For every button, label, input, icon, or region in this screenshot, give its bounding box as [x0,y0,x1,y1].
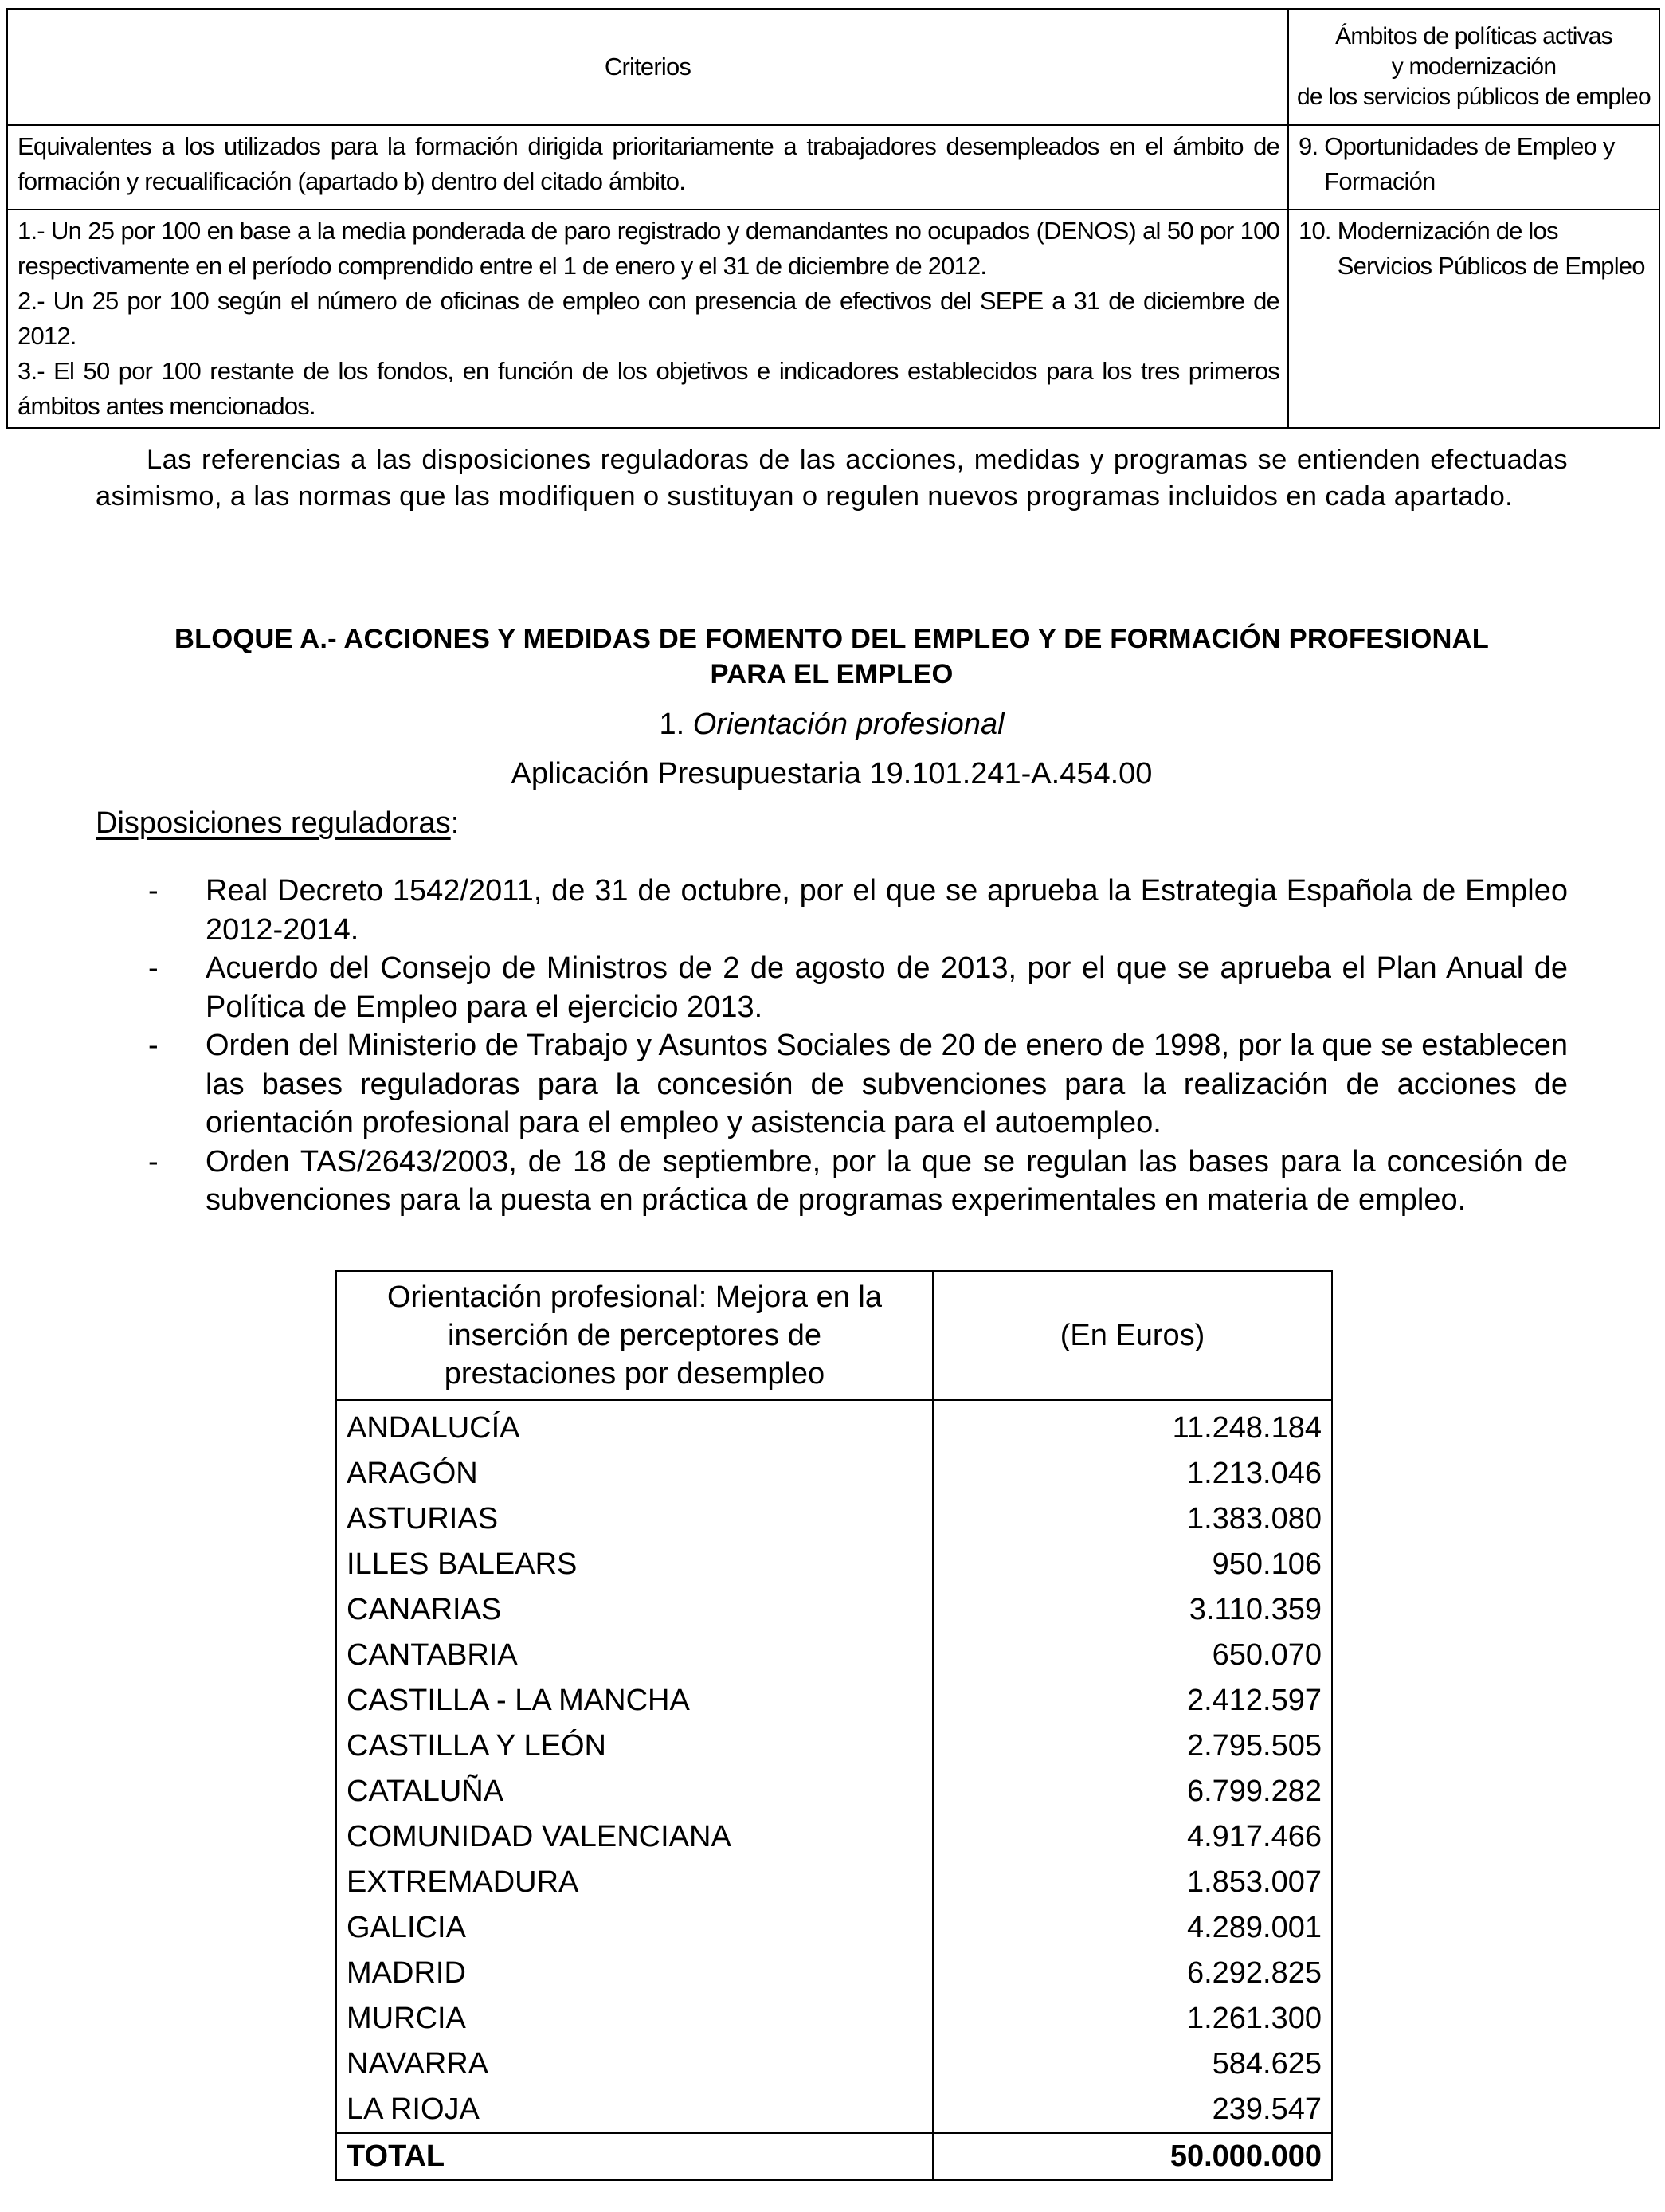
bloque-title [96,622,1568,692]
header-program-line: inserción de perceptores de [448,1319,821,1352]
aplicacion-presupuestaria: Aplicación Presupuestaria 19.101.241-A.454.00 [511,757,1153,790]
ambito-cell [1288,125,1659,210]
region-cell: ASTURIAS [336,1496,933,1542]
header-program [336,1271,933,1400]
region-cell: NAVARRA [336,2041,933,2087]
table-row [336,1633,1332,1678]
list-dash: - [148,951,159,985]
header-program-line: prestaciones por desempleo [444,1357,825,1390]
region-cell: ILLES BALEARS [336,1542,933,1587]
criteria-row [7,210,1659,428]
region-cell: ARAGÓN [336,1451,933,1496]
bloque-title-line: BLOQUE A.- ACCIONES Y MEDIDAS DE FOMENTO DEL EMPLEO Y DE FORMACIÓN PROFESIONAL [174,624,1490,654]
total-amount: 50.000.000 [933,2133,1332,2180]
list-dash: - [148,1029,159,1062]
header-unit: (En Euros) [933,1271,1332,1400]
amount-cell: 11.248.184 [933,1400,1332,1451]
amount-cell: 650.070 [933,1633,1332,1678]
region-cell: CATALUÑA [336,1769,933,1814]
criteria-text: Equivalentes a los utilizados para la formación dirigida prioritariamente a trabajadores desempleados en el ámbito de formación y recualificación (apartado b) dentro del citado ámbito. [18,132,1279,195]
list-dash: - [148,1144,159,1179]
region-cell: MADRID [336,1951,933,1996]
distribution-table-body [336,1400,1332,2180]
ambito-cell [1288,210,1659,428]
criteria-cell [7,125,1288,210]
amount-cell: 6.292.825 [933,1951,1332,1996]
amount-cell: 1.213.046 [933,1451,1332,1496]
ambitos-header-line: y modernización [1391,53,1557,80]
list-item [96,872,1568,949]
table-row [336,1814,1332,1860]
list-item [96,949,1568,1026]
table-row [336,1542,1332,1587]
table-row [336,1769,1332,1814]
list-item [96,1026,1568,1143]
list-item-text: Orden TAS/2643/2003, de 18 de septiembre, por la que se regulan las bases para la concesión de subvenciones para la puesta en práctica de programas experimentales en materia de empleo. [206,1144,1568,1217]
amount-cell: 4.289.001 [933,1905,1332,1951]
table-row [336,2087,1332,2133]
table-row [336,1860,1332,1905]
list-item-text: Acuerdo del Consejo de Ministros de 2 de agosto de 2013, por el que se aprueba el Plan Anual de Política de Empleo para el ejercicio 2013. [206,951,1568,1024]
amount-cell: 584.625 [933,2041,1332,2087]
disposiciones-list [96,872,1568,1220]
table-row [336,1678,1332,1724]
ambitos-header [1288,9,1659,125]
disposiciones-label: Disposiciones reguladoras [96,806,451,840]
region-cell: MURCIA [336,1996,933,2041]
disposiciones-colon: : [450,806,460,840]
total-label: TOTAL [336,2133,933,2180]
region-cell: GALICIA [336,1905,933,1951]
disposiciones-heading [96,803,459,843]
table-row [336,1400,1332,1451]
amount-cell: 1.383.080 [933,1496,1332,1542]
region-cell: CASTILLA - LA MANCHA [336,1678,933,1724]
region-cell: ANDALUCÍA [336,1400,933,1451]
region-cell: LA RIOJA [336,2087,933,2133]
amount-cell: 3.110.359 [933,1587,1332,1633]
region-cell: CANTABRIA [336,1633,933,1678]
ambito-text: Modernización de los Servicios Públicos de Empleo [1337,217,1645,280]
references-text: Las referencias a las disposiciones reguladoras de las acciones, medidas y programas se entienden efectuadas asimismo, a las normas que las modifiquen o sustituyan o regulen nuevos programas incluidos en cada apartado. [96,445,1568,512]
ambito-number: 10. [1299,217,1331,245]
list-item-text: Real Decreto 1542/2011, de 31 de octubre, por el que se aprueba la Estrategia Española de Empleo 2012-2014. [206,874,1568,947]
table-row [336,1996,1332,2041]
table-row [336,1951,1332,1996]
table-row [336,1451,1332,1496]
ambito-number: 9. [1299,132,1318,160]
bloque-title-line: PARA EL EMPLEO [710,659,954,689]
section-number: 1. [659,708,685,741]
region-cell: CASTILLA Y LEÓN [336,1724,933,1769]
amount-cell: 950.106 [933,1542,1332,1587]
distribution-table [335,1270,1333,2181]
amount-cell: 1.853.007 [933,1860,1332,1905]
amount-cell: 6.799.282 [933,1769,1332,1814]
table-row [336,1724,1332,1769]
section-name: Orientación profesional [692,708,1005,741]
criteria-cell [7,210,1288,428]
table-row [336,1905,1332,1951]
ambitos-header-line: de los servicios públicos de empleo [1297,84,1651,110]
region-cell: EXTREMADURA [336,1860,933,1905]
table-row [336,1587,1332,1633]
ambito-text: Oportunidades de Empleo y Formación [1324,132,1615,195]
amount-cell: 2.795.505 [933,1724,1332,1769]
total-row [336,2133,1332,2180]
amount-cell: 1.261.300 [933,1996,1332,2041]
distribution-table-header [336,1271,1332,1400]
references-paragraph [96,441,1568,515]
list-dash: - [148,874,159,908]
header-program-line: Orientación profesional: Mejora en la [386,1281,882,1314]
amount-cell: 4.917.466 [933,1814,1332,1860]
amount-cell: 2.412.597 [933,1678,1332,1724]
criteria-text: 3.- El 50 por 100 restante de los fondos, en función de los objetivos e indicadores establecidos para los tres primeros ámbitos antes mencionados. [18,357,1279,420]
region-cell: COMUNIDAD VALENCIANA [336,1814,933,1860]
section-title [96,704,1568,744]
ambitos-header-line: Ámbitos de políticas activas [1335,23,1612,49]
criteria-text: 2.- Un 25 por 100 según el número de oficinas de empleo con presencia de efectivos del SEPE a 31 de diciembre de 2012. [18,287,1279,350]
region-cell: CANARIAS [336,1587,933,1633]
criteria-text: 1.- Un 25 por 100 en base a la media ponderada de paro registrado y demandantes no ocupados (DENOS) al 50 por 100 respectivamente en el período comprendido entre el 1 de enero y el 31 de diciembre de 2012. [18,217,1279,280]
criteria-table-header [7,9,1659,125]
criterios-header: Criterios [7,9,1288,125]
criteria-row [7,125,1659,210]
list-item-text: Orden del Ministerio de Trabajo y Asuntos Sociales de 20 de enero de 1998, por la que se establecen las bases reguladoras para la concesión de subvenciones para la realización de acciones de orientación profesional para el empleo y asistencia para el autoempleo. [206,1029,1568,1139]
list-item [96,1143,1568,1220]
amount-cell: 239.547 [933,2087,1332,2133]
table-row [336,2041,1332,2087]
table-row [336,1496,1332,1542]
criteria-table [6,8,1660,429]
